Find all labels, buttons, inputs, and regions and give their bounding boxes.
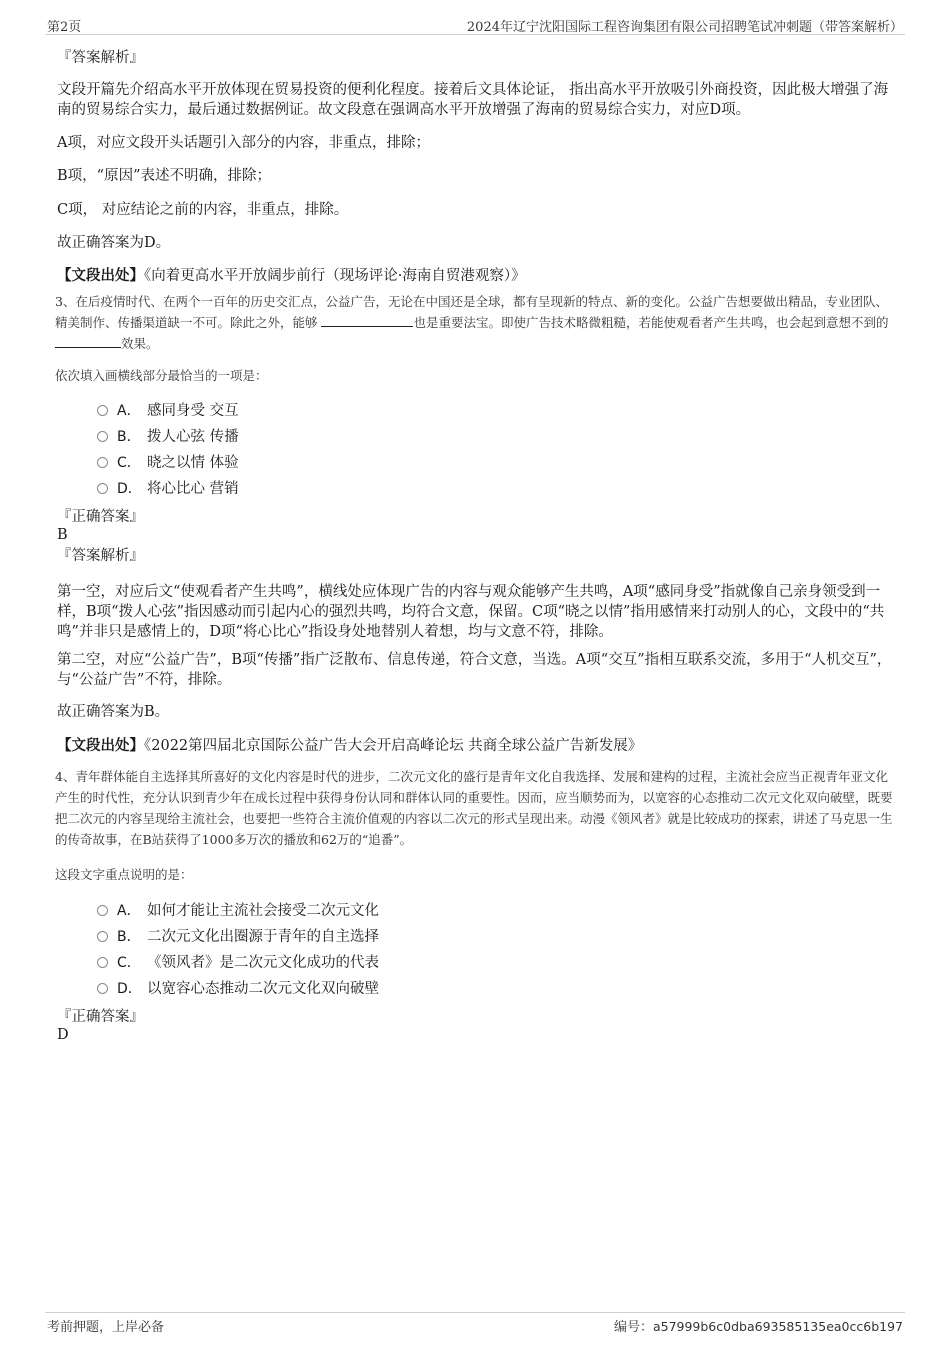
footer-slogan: 考前押题，上岸必备 bbox=[47, 1320, 165, 1335]
q3-source-text: 《2022第四届北京国际公益广告大会开启高峰论坛 共商全球公益广告新发展》 bbox=[144, 738, 643, 754]
q4-option-a[interactable] bbox=[97, 901, 379, 921]
q3-source-label: 【文段出处】 bbox=[57, 737, 144, 754]
q3-analysis-label: 『答案解析』 bbox=[57, 548, 144, 564]
q2-analysis-option-c: C项， 对应结论之前的内容，非重点，排除。 bbox=[57, 202, 349, 218]
option-text: 感同身受 交互 bbox=[147, 403, 239, 419]
footer-code-value: a57999b6c0dba693585135ea0cc6b197 bbox=[652, 1319, 903, 1334]
q3-option-d[interactable] bbox=[97, 479, 239, 499]
q3-correct-label: 『正确答案』 bbox=[57, 509, 144, 525]
option-key: A． bbox=[117, 403, 141, 419]
q2-source-text: 《向着更高水平开放阔步前行（现场评论·海南自贸港观察）》 bbox=[144, 268, 526, 284]
q3-option-b[interactable] bbox=[97, 427, 239, 447]
option-text: 二次元文化出圈源于青年的自主选择 bbox=[147, 929, 379, 945]
q2-analysis-label: 『答案解析』 bbox=[57, 50, 144, 66]
option-key: C． bbox=[117, 455, 141, 471]
option-text: 将心比心 营销 bbox=[147, 481, 239, 497]
radio-icon[interactable] bbox=[97, 931, 108, 942]
option-text: 晓之以情 体验 bbox=[147, 455, 239, 471]
option-key: B． bbox=[117, 929, 141, 945]
q3-blank-1 bbox=[321, 313, 413, 327]
option-key: D． bbox=[117, 481, 142, 497]
q3-stem-part1: 3、在后疫情时代、在两个一百年的历史交汇点，公益广告，无论在中国还是全球，都有呈现新的特点、新的变化。公益广告想要做出精品，专业团队、精美制作、传播渠道缺一不可。除此之外，能够 bbox=[55, 294, 888, 330]
option-key: B． bbox=[117, 429, 141, 445]
q2-analysis-paragraph: 文段开篇先介绍高水平开放体现在贸易投资的便利化程度。接着后文具体论证， 指出高水平开放吸引外商投资，因此极大增强了海南的贸易综合实力，最后通过数据例证。故文段意在强调高水平开放增强了海南的贸易综合实力，对应D项。 bbox=[57, 82, 889, 118]
q3-source bbox=[57, 736, 642, 756]
radio-icon[interactable] bbox=[97, 457, 108, 468]
radio-icon[interactable] bbox=[97, 483, 108, 494]
option-key: A． bbox=[117, 903, 141, 919]
option-text: 《领风者》是二次元文化成功的代表 bbox=[147, 955, 379, 971]
q3-blank-2 bbox=[55, 334, 121, 348]
q3-analysis-paragraph-1: 第一空，对应后文“使观看者产生共鸣”，横线处应体现广告的内容与观众能够产生共鸣，A项“感同身受”指就像自己亲身领受到一样，B项“拨人心弦”指因感动而引起内心的强烈共鸣，均符合文意，保留。C项“晓之以情”指用感情来打动别人的心，文段中的“共鸣”并非只是感情上的，D项“将心比心”指设身处地替别人着想，均与文意不符，排除。 bbox=[57, 584, 885, 640]
option-text: 拨人心弦 传播 bbox=[147, 429, 239, 445]
page-header bbox=[45, 14, 905, 35]
q4-option-d[interactable] bbox=[97, 979, 379, 999]
option-key: D． bbox=[117, 981, 142, 997]
footer-code bbox=[614, 1316, 903, 1335]
q4-stem: 4、青年群体能自主选择其所喜好的文化内容是时代的进步，二次元文化的盛行是青年文化自我选择、发展和建构的过程，主流社会应当正视青年亚文化产生的时代性，充分认识到青少年在成长过程中获得身份认同和群体认同的重要性。因而，应当顺势而为，以宽容的心态推动二次元文化双向破壁，既要把二次元的内容呈现给主流社会，也要把一些符合主流价值观的内容以二次元的形式呈现出来。动漫《领风者》就是比较成功的探索，讲述了马克思一生的传奇故事，在B站获得了1000多万次的播放和62万的“追番”。 bbox=[55, 769, 893, 847]
q4-option-c[interactable] bbox=[97, 953, 379, 973]
q3-option-a[interactable] bbox=[97, 401, 239, 421]
q3-option-c[interactable] bbox=[97, 453, 239, 473]
page-number: 第2页 bbox=[47, 20, 82, 35]
q2-analysis-option-a: A项，对应文段开头话题引入部分的内容，非重点，排除； bbox=[57, 135, 430, 151]
option-text: 如何才能让主流社会接受二次元文化 bbox=[147, 903, 379, 919]
q3-correct-answer: B bbox=[57, 527, 68, 543]
q4-option-b[interactable] bbox=[97, 927, 379, 947]
q3-prompt: 依次填入画横线部分最恰当的一项是： bbox=[55, 368, 268, 383]
radio-icon[interactable] bbox=[97, 405, 108, 416]
q2-source bbox=[57, 266, 526, 286]
q3-stem bbox=[55, 291, 897, 354]
document-title: 2024年辽宁沈阳国际工程咨询集团有限公司招聘笔试冲刺题（带答案解析） bbox=[466, 20, 903, 35]
option-text: 以宽容心态推动二次元文化双向破壁 bbox=[147, 981, 379, 997]
radio-icon[interactable] bbox=[97, 983, 108, 994]
q3-analysis-paragraph-2: 第二空，对应“公益广告”，B项“传播”指广泛散布、信息传递，符合文意，当选。A项“交互”指相互联系交流，多用于“人机交互”，与“公益广告”不符，排除。 bbox=[57, 652, 892, 688]
q3-stem-part3: 效果。 bbox=[121, 336, 159, 351]
q4-correct-answer: D bbox=[57, 1027, 69, 1043]
page-footer bbox=[45, 1312, 905, 1335]
q3-answer-line: 故正确答案为B。 bbox=[57, 704, 170, 720]
footer-code-label: 编号： bbox=[613, 1320, 653, 1335]
q2-answer-line: 故正确答案为D。 bbox=[57, 235, 171, 251]
q2-source-label: 【文段出处】 bbox=[57, 267, 144, 284]
radio-icon[interactable] bbox=[97, 957, 108, 968]
q2-analysis-option-b: B项，“原因”表述不明确，排除； bbox=[57, 168, 271, 184]
q3-stem-part2: 也是重要法宝。即使广告技术略微粗糙，若能使观看者产生共鸣，也会起到意想不到的 bbox=[413, 315, 889, 330]
option-key: C． bbox=[117, 955, 141, 971]
radio-icon[interactable] bbox=[97, 905, 108, 916]
q4-prompt: 这段文字重点说明的是： bbox=[55, 867, 193, 882]
q4-correct-label: 『正确答案』 bbox=[57, 1009, 144, 1025]
radio-icon[interactable] bbox=[97, 431, 108, 442]
